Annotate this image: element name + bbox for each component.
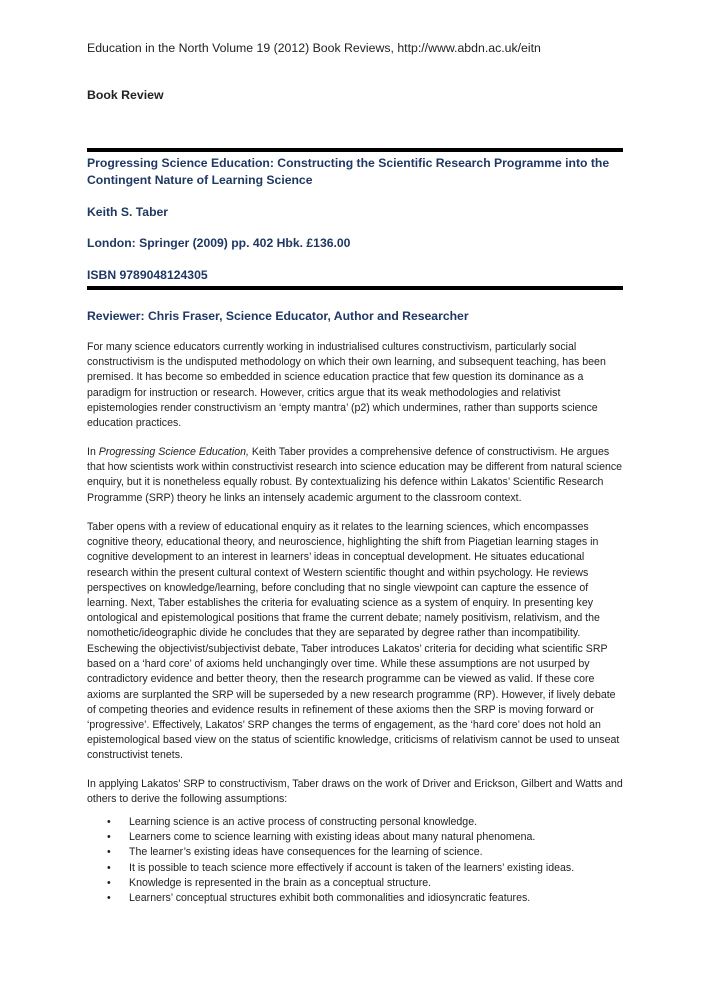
paragraph-2 <box>87 445 623 506</box>
paragraph-2-lead: In <box>87 446 99 458</box>
list-item-text: It is possible to teach science more effectively if account is taken of the learners’ existing ideas. <box>129 861 575 874</box>
bullet-icon: • <box>107 876 111 889</box>
book-isbn: ISBN 9789048124305 <box>87 268 208 282</box>
book-author: Keith S. Taber <box>87 205 169 219</box>
bullet-icon: • <box>107 861 111 874</box>
top-rule-divider <box>87 148 623 152</box>
paragraph-1 <box>87 340 623 431</box>
running-header: Education in the North Volume 19 (2012) Book Reviews, http://www.abdn.ac.uk/eitn <box>87 41 541 55</box>
list-item-text: Learners’ conceptual structures exhibit both commonalities and idiosyncratic features. <box>129 892 531 905</box>
assumptions-list <box>87 815 623 906</box>
list-item-text: The learner’s existing ideas have consequences for the learning of science. <box>129 846 483 859</box>
list-item <box>87 891 623 906</box>
reviewer-line: Reviewer: Chris Fraser, Science Educator, Author and Researcher <box>87 309 469 323</box>
paragraph-3-text: Taber opens with a review of educational enquiry as it relates to the learning sciences, which encompasses cognitive theory, educational theory, and neuroscience, highlighting the shift from Piagetian learning stages in cognitive development to an interest in learners’ ideas in conceptual development. He situates educational research within the present cultural context of Western scientific thought and within psychology. He reviews perspectives on knowledge/learning, before concluding that no single viewpoint can capture the essence of learning. Next, Taber establishes the criteria for evaluating science as a system of enquiry. In presenting key ontological and epistemological positions that frame the current debate; namely positivism, relativism, and the nomothetic/ideographic divide he concludes that they are separated by degree rather than incompatibility. <box>87 521 600 640</box>
paragraph-5 <box>87 777 623 807</box>
bullet-icon: • <box>107 892 111 905</box>
paragraph-1-text: For many science educators currently working in industrialised cultures constructivism, particularly social constructivism is the undisputed methodology on which their own learning, and subsequent teaching, has been premised. It has become so embedded in science education practice that few question its dominance as a paradigm for instruction or research. However, critics argue that its weak methodologies and relativist epistemologies render constructivism an ‘empty mantra’ (p2) which undermines, rather than supports science education practices. <box>87 341 606 430</box>
list-item-text: Knowledge is represented in the brain as a conceptual structure. <box>129 876 432 889</box>
bullet-icon: • <box>107 816 111 828</box>
book-publisher: London: Springer (2009) pp. 402 Hbk. £136.00 <box>87 236 351 250</box>
list-item <box>87 845 623 860</box>
section-label: Book Review <box>87 88 164 102</box>
list-item <box>87 861 623 876</box>
paragraph-4-text: Eschewing the objectivist/subjectivist debate, Taber introduces Lakatos’ criteria for deciding what scientific SRP based on a ‘hard core’ of axioms held unchangingly over time. While these assumptions are not usurped by contradictory evidence and better theory, then the research programme can be viewed as valid. If these core axioms are surplanted the SRP will be superseded by a new research programme (RP). However, if lively debate of competing theories and evidence results in refinement of these axioms then the SRP is moving forward or ‘progressive’. Effectively, Lakatos’ SRP changes the terms of engagement, as the ‘hard core’ does not hold an epistemological based view on the status of scientific knowledge, criticisms of relativism cannot be used to unseat constructivist tenets. <box>87 643 620 762</box>
paragraph-2-text <box>87 445 623 506</box>
paragraph-3 <box>87 520 623 642</box>
paragraph-4 <box>87 642 623 764</box>
list-item-text: Learning science is an active process of constructing personal knowledge. <box>129 816 478 828</box>
book-title: Progressing Science Education: Constructing the Scientific Research Programme into the Contingent Nature of Learning Science <box>87 156 610 187</box>
book-title-italic: Progressing Science Education, <box>98 446 249 458</box>
list-item <box>87 815 623 830</box>
bullet-icon: • <box>107 831 111 844</box>
paragraph-2-rest: Keith Taber provides a comprehensive defence of constructivism. He argues that how scientists work within constructivist research into science education may be different from natural science enquiry, but it is nonetheless equally robust. By contextualizing his defence within Lakatos’ Scientific Research Programme (SRP) theory he links an intensely academic argument to the classroom context. <box>87 446 623 504</box>
paragraph-5-text: In applying Lakatos’ SRP to constructivism, Taber draws on the work of Driver and Erickson, Gilbert and Watts and others to derive the following assumptions: <box>87 778 623 806</box>
bullet-icon: • <box>107 846 111 859</box>
list-item <box>87 876 623 891</box>
list-item <box>87 830 623 845</box>
bottom-rule-divider <box>87 286 623 290</box>
list-item-text: Learners come to science learning with existing ideas about many natural phenomena. <box>129 831 536 844</box>
